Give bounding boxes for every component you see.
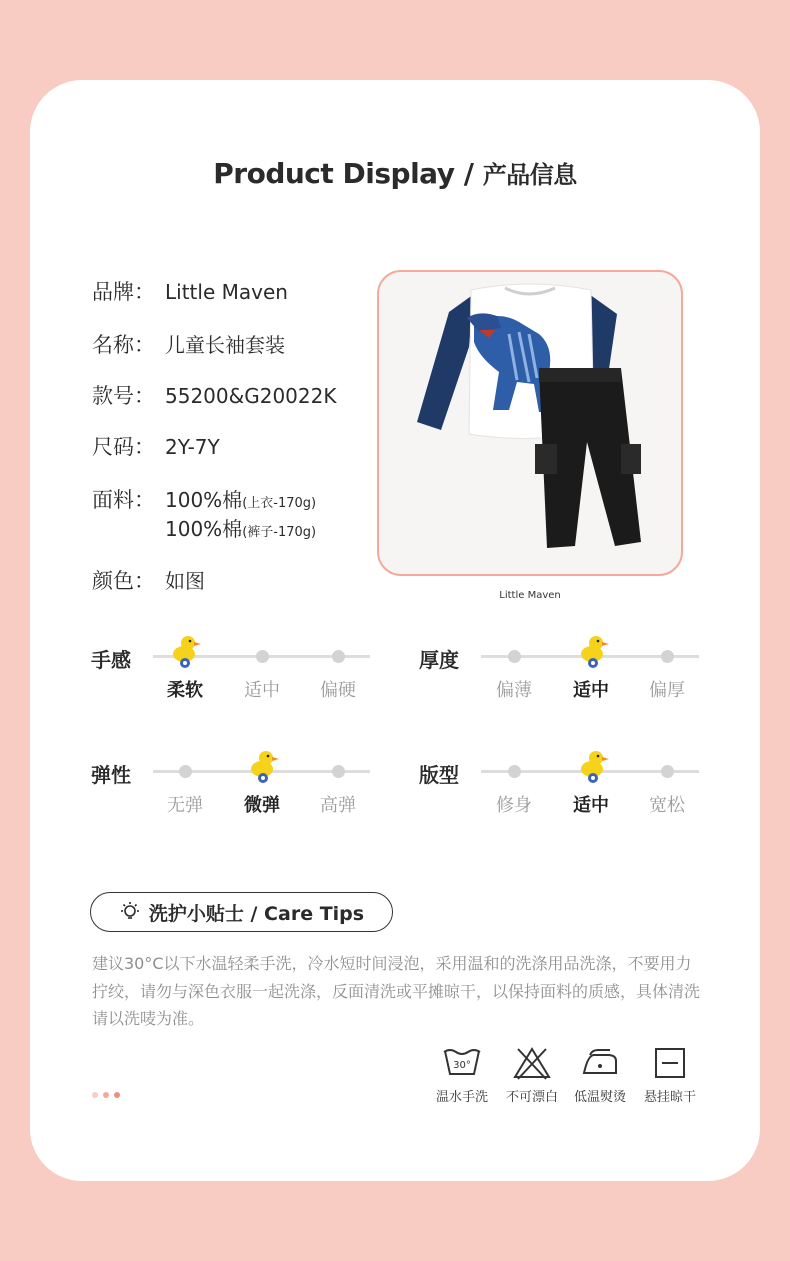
care-label: 悬挂晾干 <box>643 1090 696 1105</box>
page-dot <box>103 1092 109 1098</box>
scale-title-fit: 版型 <box>419 763 459 787</box>
scale-option: 偏薄 <box>496 680 532 701</box>
duck-marker-icon <box>576 747 612 785</box>
care-label: 温水手洗 <box>435 1090 488 1105</box>
spec-value: 100%棉 <box>165 517 243 541</box>
svg-text:30°: 30° <box>453 1060 471 1071</box>
spec-label: 尺码： <box>92 435 155 459</box>
scale-dot <box>256 650 269 663</box>
scale-option-selected: 柔软 <box>167 680 203 701</box>
duck-marker-icon <box>246 747 282 785</box>
scale-title-thickness: 厚度 <box>419 648 459 672</box>
hang-dry-icon <box>650 1046 690 1080</box>
spec-label: 名称： <box>92 333 155 357</box>
spec-value: 55200&G20022K <box>165 384 337 408</box>
spec-note: (裤子-170g) <box>242 525 317 540</box>
scale-title-feel: 手感 <box>91 648 131 672</box>
scale-option-selected: 适中 <box>573 795 609 816</box>
care-label: 低温熨烫 <box>573 1090 626 1105</box>
spec-size <box>92 431 220 461</box>
scale-dot <box>661 650 674 663</box>
no-bleach-icon <box>512 1046 552 1080</box>
scale-dot <box>508 765 521 778</box>
spec-label: 面料： <box>92 488 155 512</box>
scale-dot <box>332 650 345 663</box>
care-tips-text: 建议30°C以下水温轻柔手洗，冷水短时间浸泡，采用温和的洗涤用品洗涤，不要用力拧绞，请勿与深色衣服一起洗涤，反面清洗或平摊晾干，以保持面料的质感，具体清洗请以洗唛为准。 <box>92 954 701 1028</box>
spec-style-number <box>92 380 336 410</box>
lightbulb-icon <box>119 901 141 923</box>
scale-dot <box>508 650 521 663</box>
photo-caption: Little Maven <box>499 590 561 601</box>
care-tips-label: 洗护小贴士 / Care Tips <box>148 902 365 925</box>
spec-name <box>92 329 285 359</box>
scale-option: 偏硬 <box>320 680 356 701</box>
spec-brand <box>92 276 288 306</box>
outfit-illustration <box>379 272 681 574</box>
page-dot <box>92 1092 98 1098</box>
scale-option: 高弹 <box>320 795 356 816</box>
page-dot-active <box>114 1092 120 1098</box>
scale-option: 修身 <box>496 795 532 816</box>
spec-fabric-line2 <box>165 513 316 542</box>
duck-marker-icon <box>576 632 612 670</box>
hand-wash-30-icon <box>442 1046 482 1080</box>
page-title: Product Display / 产品信息 <box>213 157 577 190</box>
spec-value: 2Y-7Y <box>165 435 220 459</box>
scale-option-selected: 适中 <box>573 680 609 701</box>
care-tips-pill <box>90 892 393 932</box>
spec-label: 款号： <box>92 384 155 408</box>
care-label: 不可漂白 <box>505 1090 558 1105</box>
scale-option: 无弹 <box>167 795 203 816</box>
scale-option: 适中 <box>244 680 280 701</box>
scale-dot <box>661 765 674 778</box>
scale-title-elasticity: 弹性 <box>91 763 131 787</box>
spec-label: 颜色： <box>92 569 155 593</box>
duck-marker-icon <box>168 632 204 670</box>
spec-color <box>92 565 205 595</box>
scale-option: 宽松 <box>649 795 685 816</box>
scale-dot <box>332 765 345 778</box>
scale-option: 偏厚 <box>649 680 685 701</box>
spec-value: 如图 <box>165 569 205 593</box>
spec-value: 100%棉 <box>165 488 243 512</box>
spec-label: 品牌： <box>92 280 155 304</box>
spec-value: 儿童长袖套装 <box>165 333 285 357</box>
spec-note: (上衣-170g) <box>242 496 317 511</box>
spec-fabric <box>92 484 316 514</box>
scale-dot <box>179 765 192 778</box>
low-iron-icon <box>580 1046 620 1080</box>
product-photo <box>377 270 683 576</box>
spec-value: Little Maven <box>165 280 288 304</box>
scale-option-selected: 微弹 <box>244 795 280 816</box>
